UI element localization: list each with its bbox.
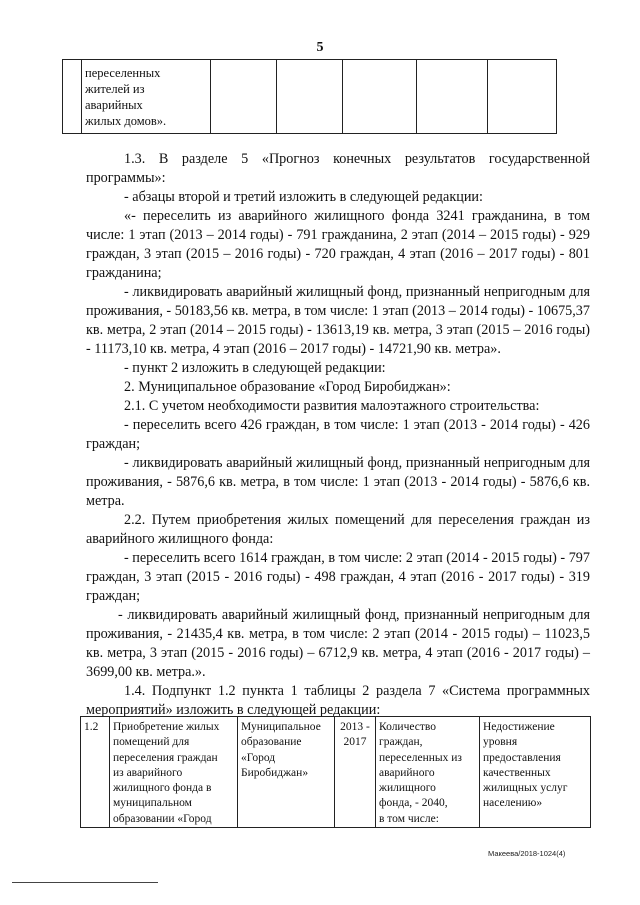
cell-line: предоставления [483, 751, 561, 764]
cell-line: образовании «Город [113, 812, 212, 825]
table-cell [417, 60, 488, 134]
program-measures-table [80, 716, 591, 828]
cell-line: аварийных [85, 98, 143, 112]
cell-line: помещений для [113, 736, 190, 749]
cell-line: фонда, - 2040, [379, 797, 448, 810]
cell-text [335, 717, 375, 751]
paragraph: - ликвидировать аварийный жилищный фонд, признанный непригодным для проживания, - 5876,6 кв. метра, в том числе: 1 этап (2013 - 2014 годы) - 5876,6 кв. метра. [86, 455, 590, 509]
cell-line: 2017 [343, 736, 367, 749]
cell-line: жилищных услуг [483, 782, 568, 795]
paragraph: - ликвидировать аварийный жилищный фонд, признанный непригодным для проживания, - 21435,4 кв. метра, в том числе: 2 этап (2014 - 2015 годы) – 11023,5 кв. метра, 3 этап (2015 - 2016 годы) – 6712,9 кв. метра, 4 этап (2016 - 2017 годы) – 3699,00 кв. метра.». [86, 607, 590, 680]
cell-line: «Город [241, 751, 276, 764]
table-cell [110, 717, 238, 828]
document-body [86, 150, 590, 720]
cell-line: из аварийного [113, 766, 183, 779]
page-number: 5 [316, 40, 324, 55]
table-cell [211, 60, 277, 134]
paragraph: 1.4. Подпункт 1.2 пункта 1 таблицы 2 раздела 7 «Система программных мероприятий» изложить в следующей редакции: [86, 683, 590, 718]
cell-text [480, 717, 590, 812]
cell-line: качественных [483, 766, 551, 779]
row-number: 1.2 [84, 721, 99, 733]
paragraph: - переселить всего 1614 граждан, в том числе: 2 этап (2014 - 2015 годы) - 797 граждан, 3 этап (2015 - 2016 годы) - 498 граждан, 4 этап (2016 - 2017 годы) - 319 граждан; [86, 550, 590, 604]
cell-line: жилых домов». [85, 114, 167, 128]
cell-line: Биробиджан» [241, 766, 309, 779]
cell-line: жилищного фонда в [113, 782, 212, 795]
cell-line: жителей из [85, 82, 145, 96]
table-cell [63, 60, 82, 134]
table-cell [480, 717, 591, 828]
paragraph: 2.1. С учетом необходимости развития малоэтажного строительства: [124, 398, 540, 414]
cell-text [110, 717, 237, 827]
table-cell [343, 60, 417, 134]
cell-line: переселенных из [379, 751, 462, 764]
cell-text [376, 717, 479, 827]
footnote-divider [12, 882, 158, 883]
table-cell [82, 60, 211, 134]
paragraph: «- переселить из аварийного жилищного фонда 3241 гражданина, в том числе: 1 этап (2013 – 2014 годы) - 791 гражданина, 2 этап (2014 – 2015 годы) - 929 граждан, 3 этап (2015 – 2016 годы) - 720 граждан, 4 этап (2016 – 2017 годы) - 801 гражданина; [86, 208, 590, 281]
cell-line: населению» [483, 797, 543, 810]
paragraph: 2.2. Путем приобретения жилых помещений для переселения граждан из аварийного жилищного фонда: [86, 512, 590, 547]
table-cell [335, 717, 376, 828]
cell-line: в том числе: [379, 812, 439, 825]
cell-line: аварийного [379, 766, 435, 779]
cell-line: переселения граждан [113, 751, 218, 764]
cell-line: Количество [379, 721, 436, 733]
table-cell [277, 60, 343, 134]
paragraph: - пункт 2 изложить в следующей редакции: [124, 360, 386, 376]
table-cell [488, 60, 557, 134]
continued-table [62, 59, 557, 134]
cell-line: уровня [483, 736, 518, 749]
cell-line: 2013 - [340, 721, 370, 733]
paragraph: 2. Муниципальное образование «Город Биробиджан»: [124, 379, 451, 395]
document-code: Макеева/2018-1024(4) [488, 849, 566, 858]
cell-line: образование [241, 736, 302, 749]
cell-line: Приобретение жилых [113, 721, 220, 733]
table-cell [238, 717, 335, 828]
paragraph: - абзацы второй и третий изложить в следующей редакции: [124, 189, 483, 205]
paragraph: - ликвидировать аварийный жилищный фонд, признанный непригодным для проживания, - 50183,56 кв. метра, в том числе: 1 этап (2013 – 2014 годы) - 10675,37 кв. метра, 2 этап (2014 – 2015 годы) - 13613,19 кв. метра, 3 этап (2015 – 2016 годы) - 11173,10 кв. метра, 4 этап (2016 – 2017 годы) - 14721,90 кв. метра». [86, 284, 590, 357]
cell-line: Недостижение [483, 721, 555, 733]
table-cell [81, 717, 110, 828]
paragraph: - переселить всего 426 граждан, в том числе: 1 этап (2013 - 2014 годы) - 426 граждан; [86, 417, 590, 452]
cell-line: Муниципальное [241, 721, 321, 733]
cell-line: переселенных [85, 66, 161, 80]
cell-text [238, 717, 334, 781]
cell-line: жилищного [379, 782, 436, 795]
cell-text [82, 60, 210, 129]
table-cell [376, 717, 480, 828]
paragraph: 1.3. В разделе 5 «Прогноз конечных результатов государственной программы»: [86, 151, 590, 186]
cell-line: муниципальном [113, 797, 192, 810]
cell-line: граждан, [379, 736, 423, 749]
